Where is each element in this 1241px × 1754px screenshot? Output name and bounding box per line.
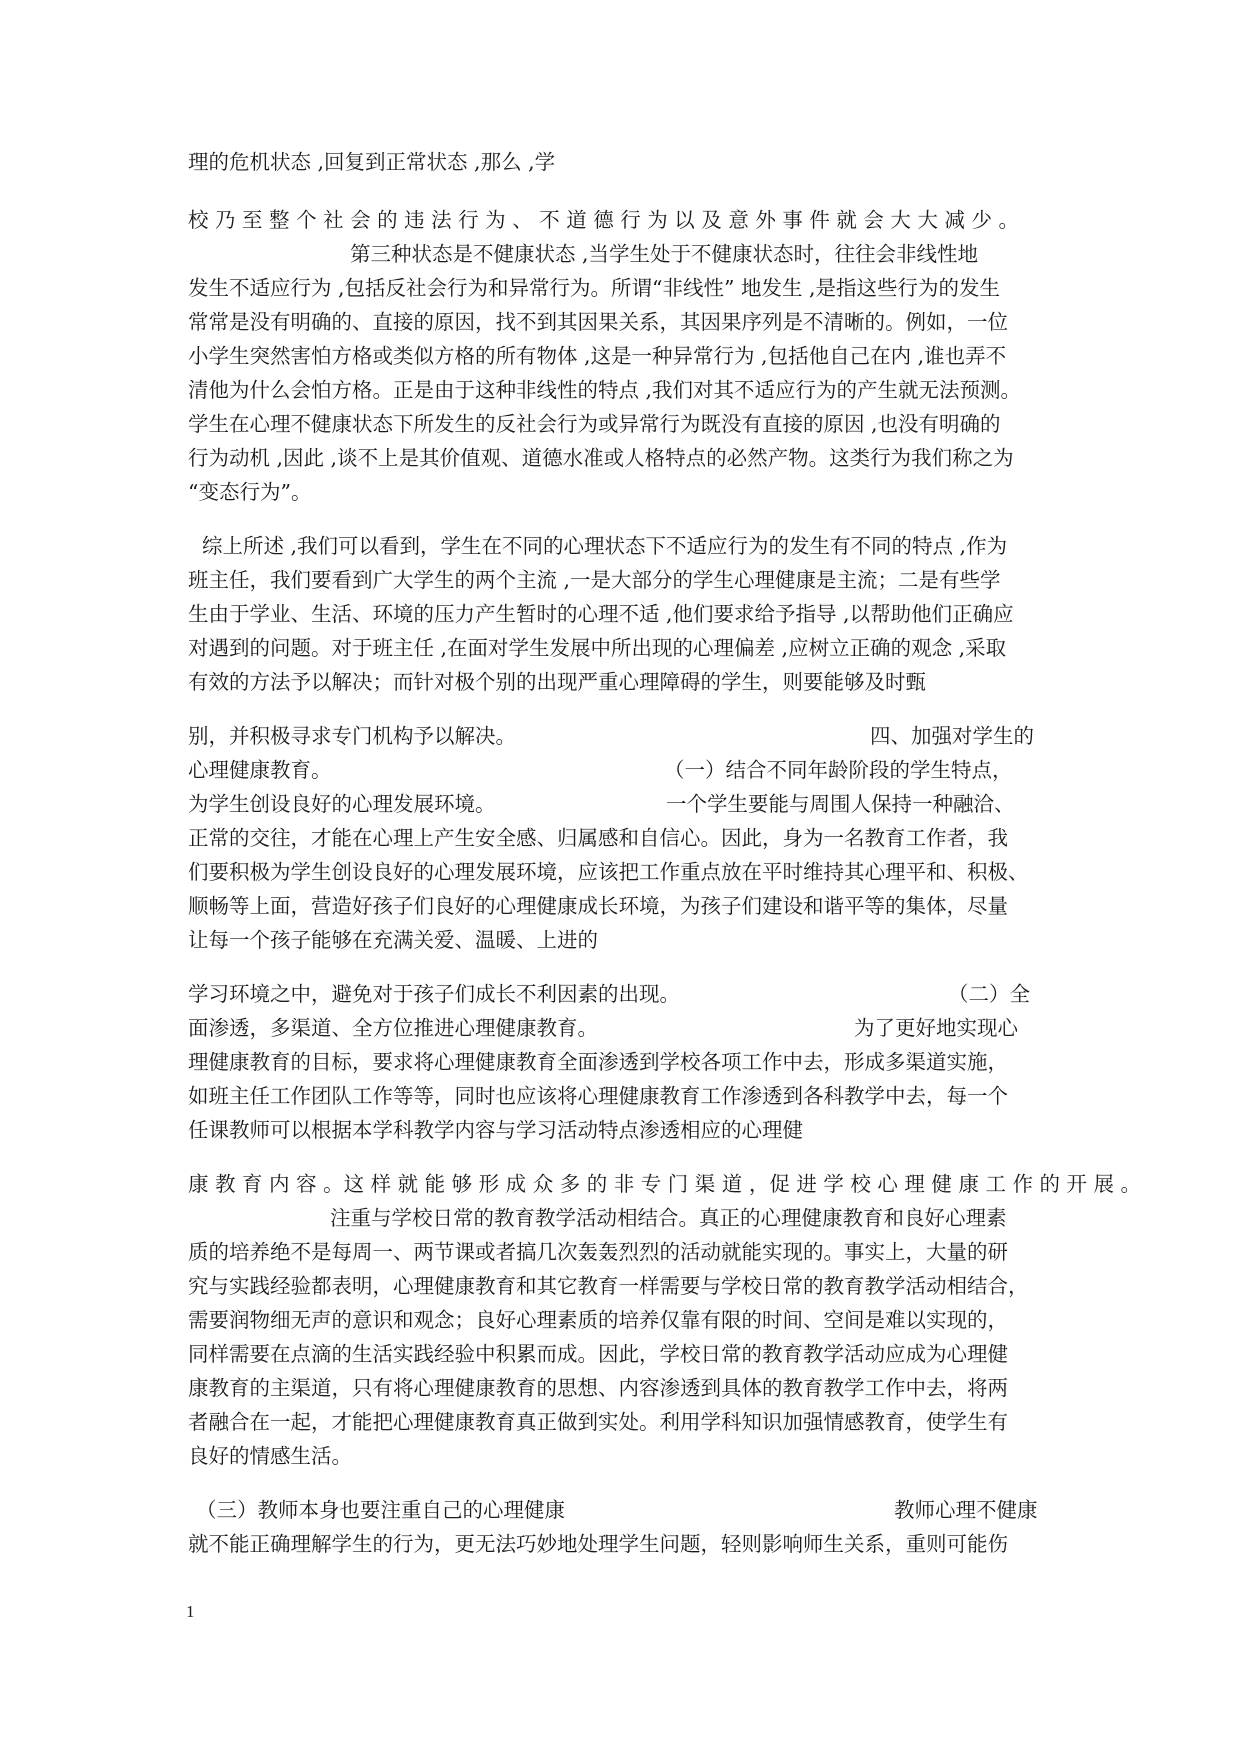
text-line: “变态行为”。 xyxy=(188,480,312,504)
text-line: 注重与学校日常的教育教学活动相结合。真正的心理健康教育和良好心理素 xyxy=(330,1206,1007,1230)
text-line: 学生在心理不健康状态下所发生的反社会行为或异常行为既没有直接的原因 ,也没有明确的 xyxy=(188,412,1001,436)
text-line: 第三种状态是不健康状态 ,当学生处于不健康状态时，往往会非线性地 xyxy=(350,242,979,266)
text-line: 生由于学业、生活、环境的压力产生暂时的心理不适 ,他们要求给予指导 ,以帮助他们正确应 xyxy=(188,602,1014,626)
text-line: 班主任，我们要看到广大学生的两个主流 ,一是大部分的学生心理健康是主流；二是有些学 xyxy=(188,568,1001,592)
text-line: 为学生创设良好的心理发展环境。 xyxy=(188,792,496,816)
text-line: 一个学生要能与周围人保持一种融洽、 xyxy=(666,792,1015,816)
text-line: 行为动机 ,因此 ,谈不上是其价值观、道德水准或人格特点的必然产物。这类行为我们称之为 xyxy=(188,446,1014,470)
text-line: 正常的交往，才能在心理上产生安全感、归属感和自信心。因此，身为一名教育工作者，我 xyxy=(188,826,1008,850)
text-line: 常常是没有明确的、直接的原因，找不到其因果关系，其因果序列是不清晰的。例如，一位 xyxy=(188,310,1008,334)
text-line: 面渗透，多渠道、全方位推进心理健康教育。 xyxy=(188,1016,598,1040)
text-line: 良好的情感生活。 xyxy=(188,1444,352,1468)
text-line: 需要润物细无声的意识和观念；良好心理素质的培养仅靠有限的时间、空间是难以实现的， xyxy=(188,1308,1008,1332)
text-line: 同样需要在点滴的生活实践经验中积累而成。因此，学校日常的教育教学活动应成为心理健 xyxy=(188,1342,1008,1366)
text-line: 如班主任工作团队工作等等，同时也应该将心理健康教育工作渗透到各科教学中去，每一个 xyxy=(188,1084,1008,1108)
text-line: 发生不适应行为 ,包括反社会行为和异常行为。所谓“非线性” 地发生 ,是指这些行为的发生 xyxy=(188,276,1001,300)
text-line: 有效的方法予以解决；而针对极个别的出现严重心理障碍的学生，则要能够及时甄 xyxy=(188,670,926,694)
text-line: 康 教 育 内 容 。这 样 就 能 够 形 成 众 多 的 非 专 门 渠 道 ，促 进 学 校 心 理 健 康 工 作 的 开 展 。 xyxy=(188,1172,1142,1196)
text-line: （一）结合不同年龄阶段的学生特点， xyxy=(664,758,1013,782)
text-line: 任课教师可以根据本学科教学内容与学习活动特点渗透相应的心理健 xyxy=(188,1118,803,1142)
text-line: 就不能正确理解学生的行为，更无法巧妙地处理学生问题，轻则影响师生关系，重则可能伤 xyxy=(188,1532,1008,1556)
text-line: 质的培养绝不是每周一、两节课或者搞几次轰轰烈烈的活动就能实现的。事实上，大量的研 xyxy=(188,1240,1008,1264)
text-line: 究与实践经验都表明，心理健康教育和其它教育一样需要与学校日常的教育教学活动相结合， xyxy=(188,1274,1029,1298)
text-line: （三）教师本身也要注重自己的心理健康 xyxy=(196,1498,565,1522)
text-line: 为了更好地实现心 xyxy=(854,1016,1018,1040)
page-number: 1 xyxy=(186,1602,195,1621)
text-line: 们要积极为学生创设良好的心理发展环境，应该把工作重点放在平时维持其心理平和、积极、 xyxy=(188,860,1029,884)
text-line: 理的危机状态 ,回复到正常状态 ,那么 ,学 xyxy=(188,150,556,174)
text-line: 校 乃 至 整 个 社 会 的 违 法 行 为 、 不 道 德 行 为 以 及 意 外 事 件 就 会 大 大 减 少 。 xyxy=(188,208,1019,232)
text-line: （二）全 xyxy=(948,982,1030,1006)
text-line: 教师心理不健康 xyxy=(894,1498,1038,1522)
text-line: 者融合在一起，才能把心理健康教育真正做到实处。利用学科知识加强情感教育，使学生有 xyxy=(188,1410,1008,1434)
text-line: 康教育的主渠道，只有将心理健康教育的思想、内容渗透到具体的教育教学工作中去，将两 xyxy=(188,1376,1008,1400)
text-line: 综上所述 ,我们可以看到，学生在不同的心理状态下不适应行为的发生有不同的特点 ,作为 xyxy=(202,534,1008,558)
text-line: 理健康教育的目标，要求将心理健康教育全面渗透到学校各项工作中去，形成多渠道实施， xyxy=(188,1050,1008,1074)
text-line: 心理健康教育。 xyxy=(188,758,332,782)
text-line: 清他为什么会怕方格。正是由于这种非线性的特点 ,我们对其不适应行为的产生就无法预测。 xyxy=(188,378,1022,402)
text-line: 学习环境之中，避免对于孩子们成长不利因素的出现。 xyxy=(188,982,680,1006)
text-line: 顺畅等上面，营造好孩子们良好的心理健康成长环境，为孩子们建设和谐平等的集体，尽量 xyxy=(188,894,1008,918)
text-line: 别，并积极寻求专门机构予以解决。 xyxy=(188,724,516,748)
text-line: 让每一个孩子能够在充满关爱、温暖、上进的 xyxy=(188,928,598,952)
text-line: 四、加强对学生的 xyxy=(870,724,1034,748)
text-line: 小学生突然害怕方格或类似方格的所有物体 ,这是一种异常行为 ,包括他自己在内 ,谁也弄不 xyxy=(188,344,1007,368)
text-line: 对遇到的问题。对于班主任 ,在面对学生发展中所出现的心理偏差 ,应树立正确的观念 ,采取 xyxy=(188,636,1007,660)
